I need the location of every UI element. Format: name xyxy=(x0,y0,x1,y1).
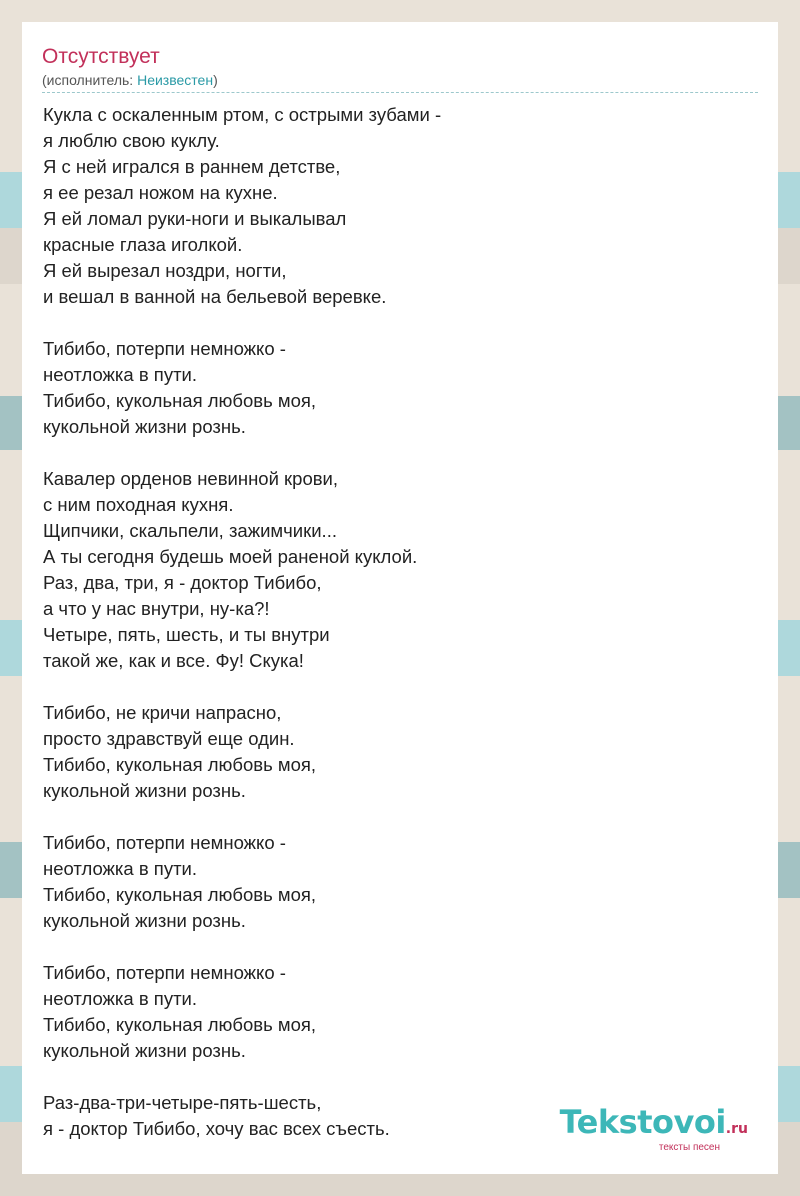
lyric-line: Я ей ломал руки-ноги и выкалывал xyxy=(43,208,347,229)
lyric-line: я - доктор Тибибо, хочу вас всех съесть. xyxy=(43,1118,390,1139)
lyric-line: и вешал в ванной на бельевой веревке. xyxy=(43,286,387,307)
lyric-line: Тибибо, кукольная любовь моя, xyxy=(43,1014,317,1035)
lyric-line: Тибибо, потерпи немножко - xyxy=(43,832,286,853)
lyric-line: неотложка в пути. xyxy=(43,364,198,385)
lyric-line: кукольной жизни рознь. xyxy=(43,910,246,931)
lyric-line: Тибибо, не кричи напрасно, xyxy=(43,702,282,723)
lyric-line: кукольной жизни рознь. xyxy=(43,1040,246,1061)
stanza-break xyxy=(43,440,743,466)
lyric-line: Тибибо, потерпи немножко - xyxy=(43,338,286,359)
lyric-line: а что у нас внутри, ну-ка?! xyxy=(43,598,270,619)
lyric-line: Я ей вырезал ноздри, ногти, xyxy=(43,260,287,281)
logo-wordmark xyxy=(560,1105,748,1146)
lyric-line: Тибибо, кукольная любовь моя, xyxy=(43,884,317,905)
lyric-line: Тибибо, кукольная любовь моя, xyxy=(43,754,317,775)
stanza-break xyxy=(43,804,743,830)
lyrics-body xyxy=(43,102,743,1142)
lyric-line: Кукла с оскаленным ртом, с острыми зубами - xyxy=(43,104,442,125)
logo-tagline: тексты песен xyxy=(658,1142,720,1153)
lyric-line: красные глаза иголкой. xyxy=(43,234,243,255)
lyric-line: неотложка в пути. xyxy=(43,988,198,1009)
stanza-break xyxy=(43,1064,743,1090)
site-logo[interactable] xyxy=(560,1105,748,1154)
lyric-line: кукольной жизни рознь. xyxy=(43,416,246,437)
song-header xyxy=(42,44,758,93)
stanza-break xyxy=(43,674,743,700)
artist-line xyxy=(42,70,758,90)
lyric-line: я ее резал ножом на кухне. xyxy=(43,182,278,203)
lyric-line: Кавалер орденов невинной крови, xyxy=(43,468,339,489)
lyric-line: Тибибо, кукольная любовь моя, xyxy=(43,390,317,411)
artist-prefix: (исполнитель: xyxy=(42,72,138,88)
lyric-line: Тибибо, потерпи немножко - xyxy=(43,962,286,983)
song-title: Отсутствует xyxy=(42,45,160,68)
lyric-line: Щипчики, скальпели, зажимчики... xyxy=(43,520,337,541)
artist-link[interactable]: Неизвестен xyxy=(137,72,214,88)
artist-suffix: ) xyxy=(213,72,218,88)
lyric-line: с ним походная кухня. xyxy=(43,494,234,515)
lyric-line: Раз-два-три-четыре-пять-шесть, xyxy=(43,1092,322,1113)
logo-tld: .ru xyxy=(725,1121,748,1137)
lyric-line: А ты сегодня будешь моей раненой куклой. xyxy=(43,546,418,567)
lyric-line: кукольной жизни рознь. xyxy=(43,780,246,801)
lyric-line: Четыре, пять, шесть, и ты внутри xyxy=(43,624,330,645)
stanza-break xyxy=(43,310,743,336)
lyric-line: Я с ней игрался в раннем детстве, xyxy=(43,156,341,177)
logo-name: Tekstovoi xyxy=(559,1103,726,1141)
lyric-line: Раз, два, три, я - доктор Тибибо, xyxy=(43,572,322,593)
lyric-line: такой же, как и все. Фу! Скука! xyxy=(43,650,304,671)
lyric-line: я люблю свою куклу. xyxy=(43,130,220,151)
lyric-line: просто здравствуй еще один. xyxy=(43,728,295,749)
lyric-line: неотложка в пути. xyxy=(43,858,198,879)
lyrics-card xyxy=(22,22,778,1174)
stanza-break xyxy=(43,934,743,960)
